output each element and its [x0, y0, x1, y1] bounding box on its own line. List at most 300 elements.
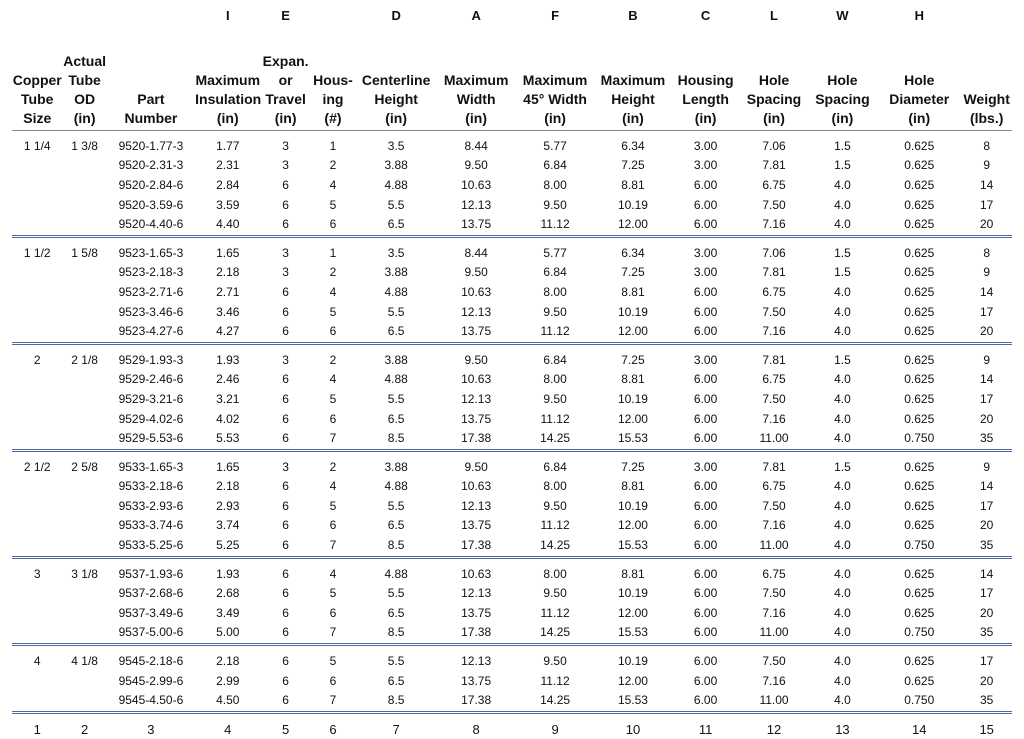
table-cell: 8.5: [355, 535, 437, 557]
table-row: [12, 645, 1012, 671]
column-header: [740, 28, 807, 131]
column-number: 1: [33, 721, 41, 737]
table-cell: 4.0: [808, 428, 877, 450]
column-header-label: Maximum Height (in): [600, 72, 666, 126]
table-cell: 6.84: [543, 158, 567, 173]
table-cell: 11.00: [740, 690, 807, 712]
table-cell: 6.75: [762, 177, 786, 192]
part-number-cell: 9537-5.00-6: [107, 623, 195, 645]
column-header: [961, 28, 1012, 131]
table-cell: 20: [980, 673, 994, 688]
part-number-cell: 9520-2.84-6: [118, 177, 184, 192]
column-number: 13: [835, 721, 850, 737]
table-row: [12, 370, 1012, 390]
table-cell: 8.81: [621, 177, 645, 192]
table-cell: 2: [329, 265, 337, 280]
table-cell: 4.0: [834, 566, 851, 581]
table-cell: 6.00: [693, 498, 718, 513]
part-number-cell: 9533-2.18-6: [118, 479, 184, 494]
dimension-letter: C: [700, 8, 711, 23]
column-header: [195, 28, 260, 131]
table-cell: 6: [282, 197, 289, 212]
table-cell: 6.00: [693, 197, 718, 212]
column-header-label: Maximum Insulation (in): [195, 72, 262, 126]
table-cell: 0.750: [877, 428, 961, 450]
copper-tube-size-cell: [12, 496, 63, 516]
table-cell: 0.750: [877, 623, 961, 645]
table-cell: 1: [329, 138, 337, 153]
column-header: [63, 28, 107, 131]
column-number: 8: [472, 721, 480, 737]
copper-tube-size-cell: [12, 175, 63, 195]
table-cell: 1.65: [216, 245, 240, 260]
actual-tube-od-cell: [63, 690, 107, 712]
table-cell: 0.625: [904, 654, 935, 669]
copper-tube-size-cell: [12, 389, 63, 409]
copper-tube-size-cell: 3: [33, 566, 41, 581]
table-cell: 1.77: [216, 138, 240, 153]
table-cell: 5.53: [195, 428, 260, 450]
table-cell: 8.00: [543, 479, 567, 494]
table-cell: 6: [282, 654, 289, 669]
table-cell: 1.93: [216, 352, 240, 367]
table-cell: 9: [983, 265, 991, 280]
table-cell: 4.40: [195, 214, 260, 236]
table-cell: 1.93: [216, 566, 240, 581]
column-number: 7: [392, 721, 400, 737]
table-cell: 4.50: [195, 690, 260, 712]
table-cell: 6: [329, 605, 337, 620]
table-cell: 9.50: [543, 654, 567, 669]
table-cell: 11.12: [540, 411, 570, 426]
table-cell: 13.75: [461, 673, 492, 688]
table-cell: 7.50: [762, 498, 786, 513]
part-number-cell: 9523-2.18-3: [118, 265, 184, 280]
table-cell: 6.00: [671, 535, 740, 557]
table-cell: 20: [961, 321, 1012, 343]
table-cell: 11.12: [540, 673, 570, 688]
table-cell: 4: [329, 479, 337, 494]
actual-tube-od-cell: [63, 389, 107, 409]
part-number-cell: 9545-4.50-6: [107, 690, 195, 712]
part-number-cell: 9537-3.49-6: [118, 605, 184, 620]
table-cell: 4.0: [834, 654, 851, 669]
table-cell: 5.77: [543, 138, 567, 153]
actual-tube-od-cell: [63, 370, 107, 390]
table-cell: 2.93: [216, 498, 240, 513]
table-cell: 6.00: [693, 372, 718, 387]
table-cell: 3.88: [384, 158, 408, 173]
dimension-letter: [107, 6, 195, 28]
table-cell: 8.81: [621, 372, 645, 387]
table-cell: 9.50: [543, 304, 567, 319]
part-number-cell: 9523-4.27-6: [107, 321, 195, 343]
table-cell: 10.19: [617, 197, 648, 212]
table-cell: 6: [260, 535, 311, 557]
table-row: [12, 690, 1012, 712]
column-header: [107, 28, 195, 131]
table-cell: 3.46: [216, 304, 240, 319]
table-cell: 4.88: [384, 479, 408, 494]
table-cell: 3.00: [693, 459, 718, 474]
copper-tube-size-cell: 2: [33, 352, 41, 367]
table-cell: 8.00: [543, 177, 567, 192]
table-cell: 5.5: [387, 498, 405, 513]
table-cell: 6: [311, 214, 355, 236]
table-cell: 6.84: [543, 459, 567, 474]
table-cell: 6: [282, 391, 289, 406]
actual-tube-od-cell: [63, 175, 107, 195]
table-cell: 2.71: [216, 284, 240, 299]
table-cell: 13.75: [461, 411, 492, 426]
table-cell: 6: [260, 623, 311, 645]
table-row: [12, 557, 1012, 583]
actual-tube-od-cell: [63, 623, 107, 645]
table-cell: 7.25: [621, 352, 645, 367]
table-cell: 6.00: [693, 586, 718, 601]
copper-tube-size-cell: [12, 370, 63, 390]
table-cell: 8.00: [543, 372, 567, 387]
table-cell: 8.81: [621, 479, 645, 494]
table-cell: 3: [282, 265, 289, 280]
column-header-label: Hole Diameter (in): [889, 72, 950, 126]
table-cell: 6: [282, 498, 289, 513]
table-cell: 5.77: [543, 245, 567, 260]
table-cell: 3.00: [693, 158, 718, 173]
table-cell: 6.00: [693, 391, 718, 406]
actual-tube-od-cell: 2 5/8: [71, 459, 98, 474]
table-cell: 8: [983, 138, 991, 153]
column-header: [355, 28, 437, 131]
table-cell: 12.13: [461, 391, 492, 406]
table-cell: 14.25: [515, 428, 595, 450]
part-number-cell: 9533-1.65-3: [118, 459, 184, 474]
table-cell: 3.5: [387, 245, 405, 260]
table-cell: 12.00: [595, 214, 671, 236]
table-cell: 11.12: [515, 214, 595, 236]
table-cell: 2.99: [216, 673, 240, 688]
table-cell: 6.00: [671, 214, 740, 236]
column-label-row: [12, 28, 1012, 131]
dimension-letter: B: [628, 8, 638, 23]
table-cell: 11.12: [540, 518, 570, 533]
table-cell: 0.625: [904, 411, 935, 426]
table-cell: 10.63: [461, 479, 492, 494]
table-cell: 3: [282, 138, 289, 153]
table-cell: 2.84: [216, 177, 240, 192]
table-cell: 6: [329, 673, 337, 688]
table-footer: [12, 713, 1012, 739]
table-cell: 6: [311, 321, 355, 343]
table-cell: 9: [983, 459, 991, 474]
table-cell: 5: [329, 586, 337, 601]
table-cell: 4.0: [834, 391, 851, 406]
table-cell: 3.00: [693, 265, 718, 280]
table-cell: 13.75: [461, 518, 492, 533]
table-cell: 1.5: [834, 459, 851, 474]
column-header: [437, 28, 515, 131]
table-cell: 9: [983, 352, 991, 367]
table-cell: 6.00: [693, 479, 718, 494]
actual-tube-od-cell: [63, 671, 107, 691]
copper-tube-size-cell: [12, 321, 63, 343]
column-header: [671, 28, 740, 131]
table-cell: 0.625: [904, 566, 935, 581]
table-cell: 4.0: [808, 535, 877, 557]
actual-tube-od-cell: [63, 477, 107, 497]
part-number-cell: 9529-2.46-6: [118, 372, 184, 387]
table-cell: 0.625: [904, 177, 935, 192]
table-cell: 4.0: [834, 673, 851, 688]
table-cell: 6: [282, 479, 289, 494]
column-number: 11: [698, 721, 713, 737]
table-cell: 7: [311, 428, 355, 450]
table-cell: 12.13: [461, 586, 492, 601]
copper-tube-size-cell: [12, 623, 63, 645]
table-cell: 6.5: [387, 673, 405, 688]
table-cell: 13.75: [461, 605, 492, 620]
table-cell: 3.59: [216, 197, 240, 212]
table-cell: 7.25: [621, 265, 645, 280]
table-cell: 10.63: [461, 177, 492, 192]
table-cell: 14.25: [515, 623, 595, 645]
copper-tube-size-cell: [12, 214, 63, 236]
dimension-letter: F: [551, 8, 560, 23]
table-cell: 4.0: [834, 605, 851, 620]
actual-tube-od-cell: [63, 282, 107, 302]
table-cell: 12.00: [617, 518, 648, 533]
dimension-letter: H: [914, 8, 924, 23]
table-cell: 12.13: [461, 498, 492, 513]
table-cell: 2.18: [216, 654, 240, 669]
table-cell: 6.00: [693, 518, 718, 533]
table-header: [12, 6, 1012, 131]
table-cell: 14: [980, 177, 994, 192]
table-cell: 3.88: [384, 459, 408, 474]
table-cell: 6.5: [387, 605, 405, 620]
copper-tube-size-cell: [12, 690, 63, 712]
table-cell: 7.50: [762, 586, 786, 601]
table-cell: 7.06: [762, 245, 786, 260]
table-cell: 3.00: [693, 245, 718, 260]
table-cell: 6.00: [693, 284, 718, 299]
column-number: 9: [551, 721, 559, 737]
dimension-letter: [961, 6, 1012, 28]
column-header: [260, 28, 311, 131]
copper-tube-size-cell: [12, 583, 63, 603]
table-cell: 11.12: [540, 605, 570, 620]
copper-tube-size-cell: [12, 535, 63, 557]
table-cell: 7.81: [762, 352, 786, 367]
table-cell: 0.625: [904, 372, 935, 387]
table-row: [12, 516, 1012, 536]
table-cell: 5.00: [195, 623, 260, 645]
table-cell: 0.625: [904, 265, 935, 280]
table-cell: 4: [329, 566, 337, 581]
table-cell: 4: [329, 284, 337, 299]
table-cell: 4.0: [834, 498, 851, 513]
actual-tube-od-cell: [63, 516, 107, 536]
table-cell: 6.5: [355, 321, 437, 343]
table-cell: 0.625: [904, 284, 935, 299]
table-cell: 5: [329, 197, 337, 212]
table-cell: 6.84: [543, 352, 567, 367]
table-cell: 10.63: [461, 284, 492, 299]
table-cell: 4: [329, 177, 337, 192]
table-cell: 14.25: [515, 535, 595, 557]
table-cell: 20: [980, 518, 994, 533]
table-cell: 10.19: [617, 391, 648, 406]
actual-tube-od-cell: 3 1/8: [71, 566, 98, 581]
copper-tube-size-cell: [12, 428, 63, 450]
table-cell: 5: [329, 304, 337, 319]
part-number-cell: 9529-1.93-3: [118, 352, 184, 367]
table-cell: 5: [329, 654, 337, 669]
table-cell: 3: [282, 459, 289, 474]
table-row: [12, 236, 1012, 262]
table-cell: 4.0: [834, 197, 851, 212]
table-cell: 14: [980, 372, 994, 387]
table-cell: 9: [983, 158, 991, 173]
copper-tube-size-cell: [12, 263, 63, 283]
table-cell: 8.44: [464, 245, 488, 260]
table-row: [12, 623, 1012, 645]
table-cell: 1.5: [834, 138, 851, 153]
table-cell: 0.625: [904, 197, 935, 212]
table-cell: 17: [980, 391, 994, 406]
column-header: [12, 28, 63, 131]
table-cell: 6.00: [693, 177, 718, 192]
table-cell: 8.00: [543, 284, 567, 299]
column-header-label: Actual Tube OD (in): [63, 53, 107, 126]
part-number-cell: 9529-4.02-6: [118, 411, 184, 426]
table-cell: 15.53: [595, 690, 671, 712]
dimension-letter: D: [391, 8, 401, 23]
table-row: [12, 195, 1012, 215]
table-cell: 8.5: [355, 428, 437, 450]
table-cell: 2.18: [216, 265, 240, 280]
column-header-label: Hole Spacing (in): [746, 72, 802, 126]
table-cell: 0.750: [877, 535, 961, 557]
table-cell: 14.25: [515, 690, 595, 712]
part-number-cell: 9529-5.53-6: [107, 428, 195, 450]
table-cell: 14: [980, 479, 994, 494]
dimension-letter: I: [225, 8, 230, 23]
table-cell: 6: [260, 214, 311, 236]
table-cell: 6.75: [762, 284, 786, 299]
table-cell: 4: [329, 372, 337, 387]
copper-tube-size-cell: 1 1/2: [23, 245, 51, 260]
copper-tube-size-cell: [12, 409, 63, 429]
table-cell: 6: [260, 428, 311, 450]
actual-tube-od-cell: 2 1/8: [71, 352, 98, 367]
actual-tube-od-cell: [63, 263, 107, 283]
table-cell: 11.00: [740, 623, 807, 645]
table-cell: 0.625: [904, 391, 935, 406]
table-cell: 7.50: [762, 304, 786, 319]
part-number-cell: 9523-2.71-6: [118, 284, 184, 299]
column-header: [808, 28, 877, 131]
copper-tube-size-cell: [12, 603, 63, 623]
table-cell: 8.44: [464, 138, 488, 153]
table-cell: 14: [980, 566, 994, 581]
table-cell: 7.16: [762, 605, 786, 620]
table-cell: 3.5: [387, 138, 405, 153]
table-cell: 4.0: [808, 623, 877, 645]
table-cell: 11.00: [740, 428, 807, 450]
table-cell: 20: [980, 411, 994, 426]
column-number: 10: [625, 721, 641, 737]
dimension-letter: L: [770, 8, 778, 23]
table-cell: 4.88: [384, 284, 408, 299]
table-cell: 3: [282, 352, 289, 367]
table-cell: 9.50: [543, 498, 567, 513]
column-header-label: Maximum Width (in): [443, 72, 509, 126]
column-header-label: Hous- ing (#): [313, 72, 353, 126]
column-number-row: [12, 713, 1012, 739]
table-cell: 15.53: [595, 623, 671, 645]
table-cell: 11.00: [740, 535, 807, 557]
copper-tube-size-cell: [12, 477, 63, 497]
copper-tube-size-cell: 4: [33, 654, 41, 669]
table-cell: 6: [329, 411, 337, 426]
table-cell: 4.02: [216, 411, 240, 426]
table-cell: 5: [329, 391, 337, 406]
table-cell: 12.13: [461, 197, 492, 212]
table-cell: 6.5: [387, 518, 405, 533]
table-cell: 8.00: [543, 566, 567, 581]
actual-tube-od-cell: [63, 583, 107, 603]
table-cell: 13.75: [437, 214, 515, 236]
table-row: [12, 583, 1012, 603]
table-row: [12, 535, 1012, 557]
table-cell: 6.00: [693, 304, 718, 319]
table-cell: 2: [329, 158, 337, 173]
table-cell: 0.625: [904, 352, 935, 367]
table-cell: 12.00: [617, 673, 648, 688]
table-cell: 1.5: [834, 245, 851, 260]
table-cell: 9.50: [464, 352, 488, 367]
column-header-label: Maximum 45° Width (in): [522, 72, 588, 126]
table-cell: 2.46: [216, 372, 240, 387]
table-cell: 7.50: [762, 197, 786, 212]
table-cell: 0.625: [904, 459, 935, 474]
part-number-cell: 9533-3.74-6: [118, 518, 184, 533]
table-cell: 10.19: [617, 586, 648, 601]
table-cell: 35: [961, 623, 1012, 645]
table-cell: 1.5: [834, 265, 851, 280]
table-cell: 11.12: [515, 321, 595, 343]
table-cell: 3.49: [216, 605, 240, 620]
table-cell: 15.53: [595, 428, 671, 450]
column-number: 6: [329, 721, 337, 737]
table-cell: 14: [980, 284, 994, 299]
table-cell: 35: [961, 690, 1012, 712]
table-cell: 6: [329, 518, 337, 533]
actual-tube-od-cell: [63, 603, 107, 623]
table-cell: 17: [980, 304, 994, 319]
table-cell: 0.625: [904, 518, 935, 533]
actual-tube-od-cell: 1 3/8: [71, 138, 98, 153]
table-row: [12, 428, 1012, 450]
table-cell: 4.0: [808, 690, 877, 712]
column-number: 3: [147, 721, 155, 737]
table-cell: 8.5: [355, 623, 437, 645]
table-row: [12, 282, 1012, 302]
actual-tube-od-cell: 1 5/8: [71, 245, 98, 260]
table-cell: 2.68: [216, 586, 240, 601]
table-cell: 1.5: [834, 352, 851, 367]
